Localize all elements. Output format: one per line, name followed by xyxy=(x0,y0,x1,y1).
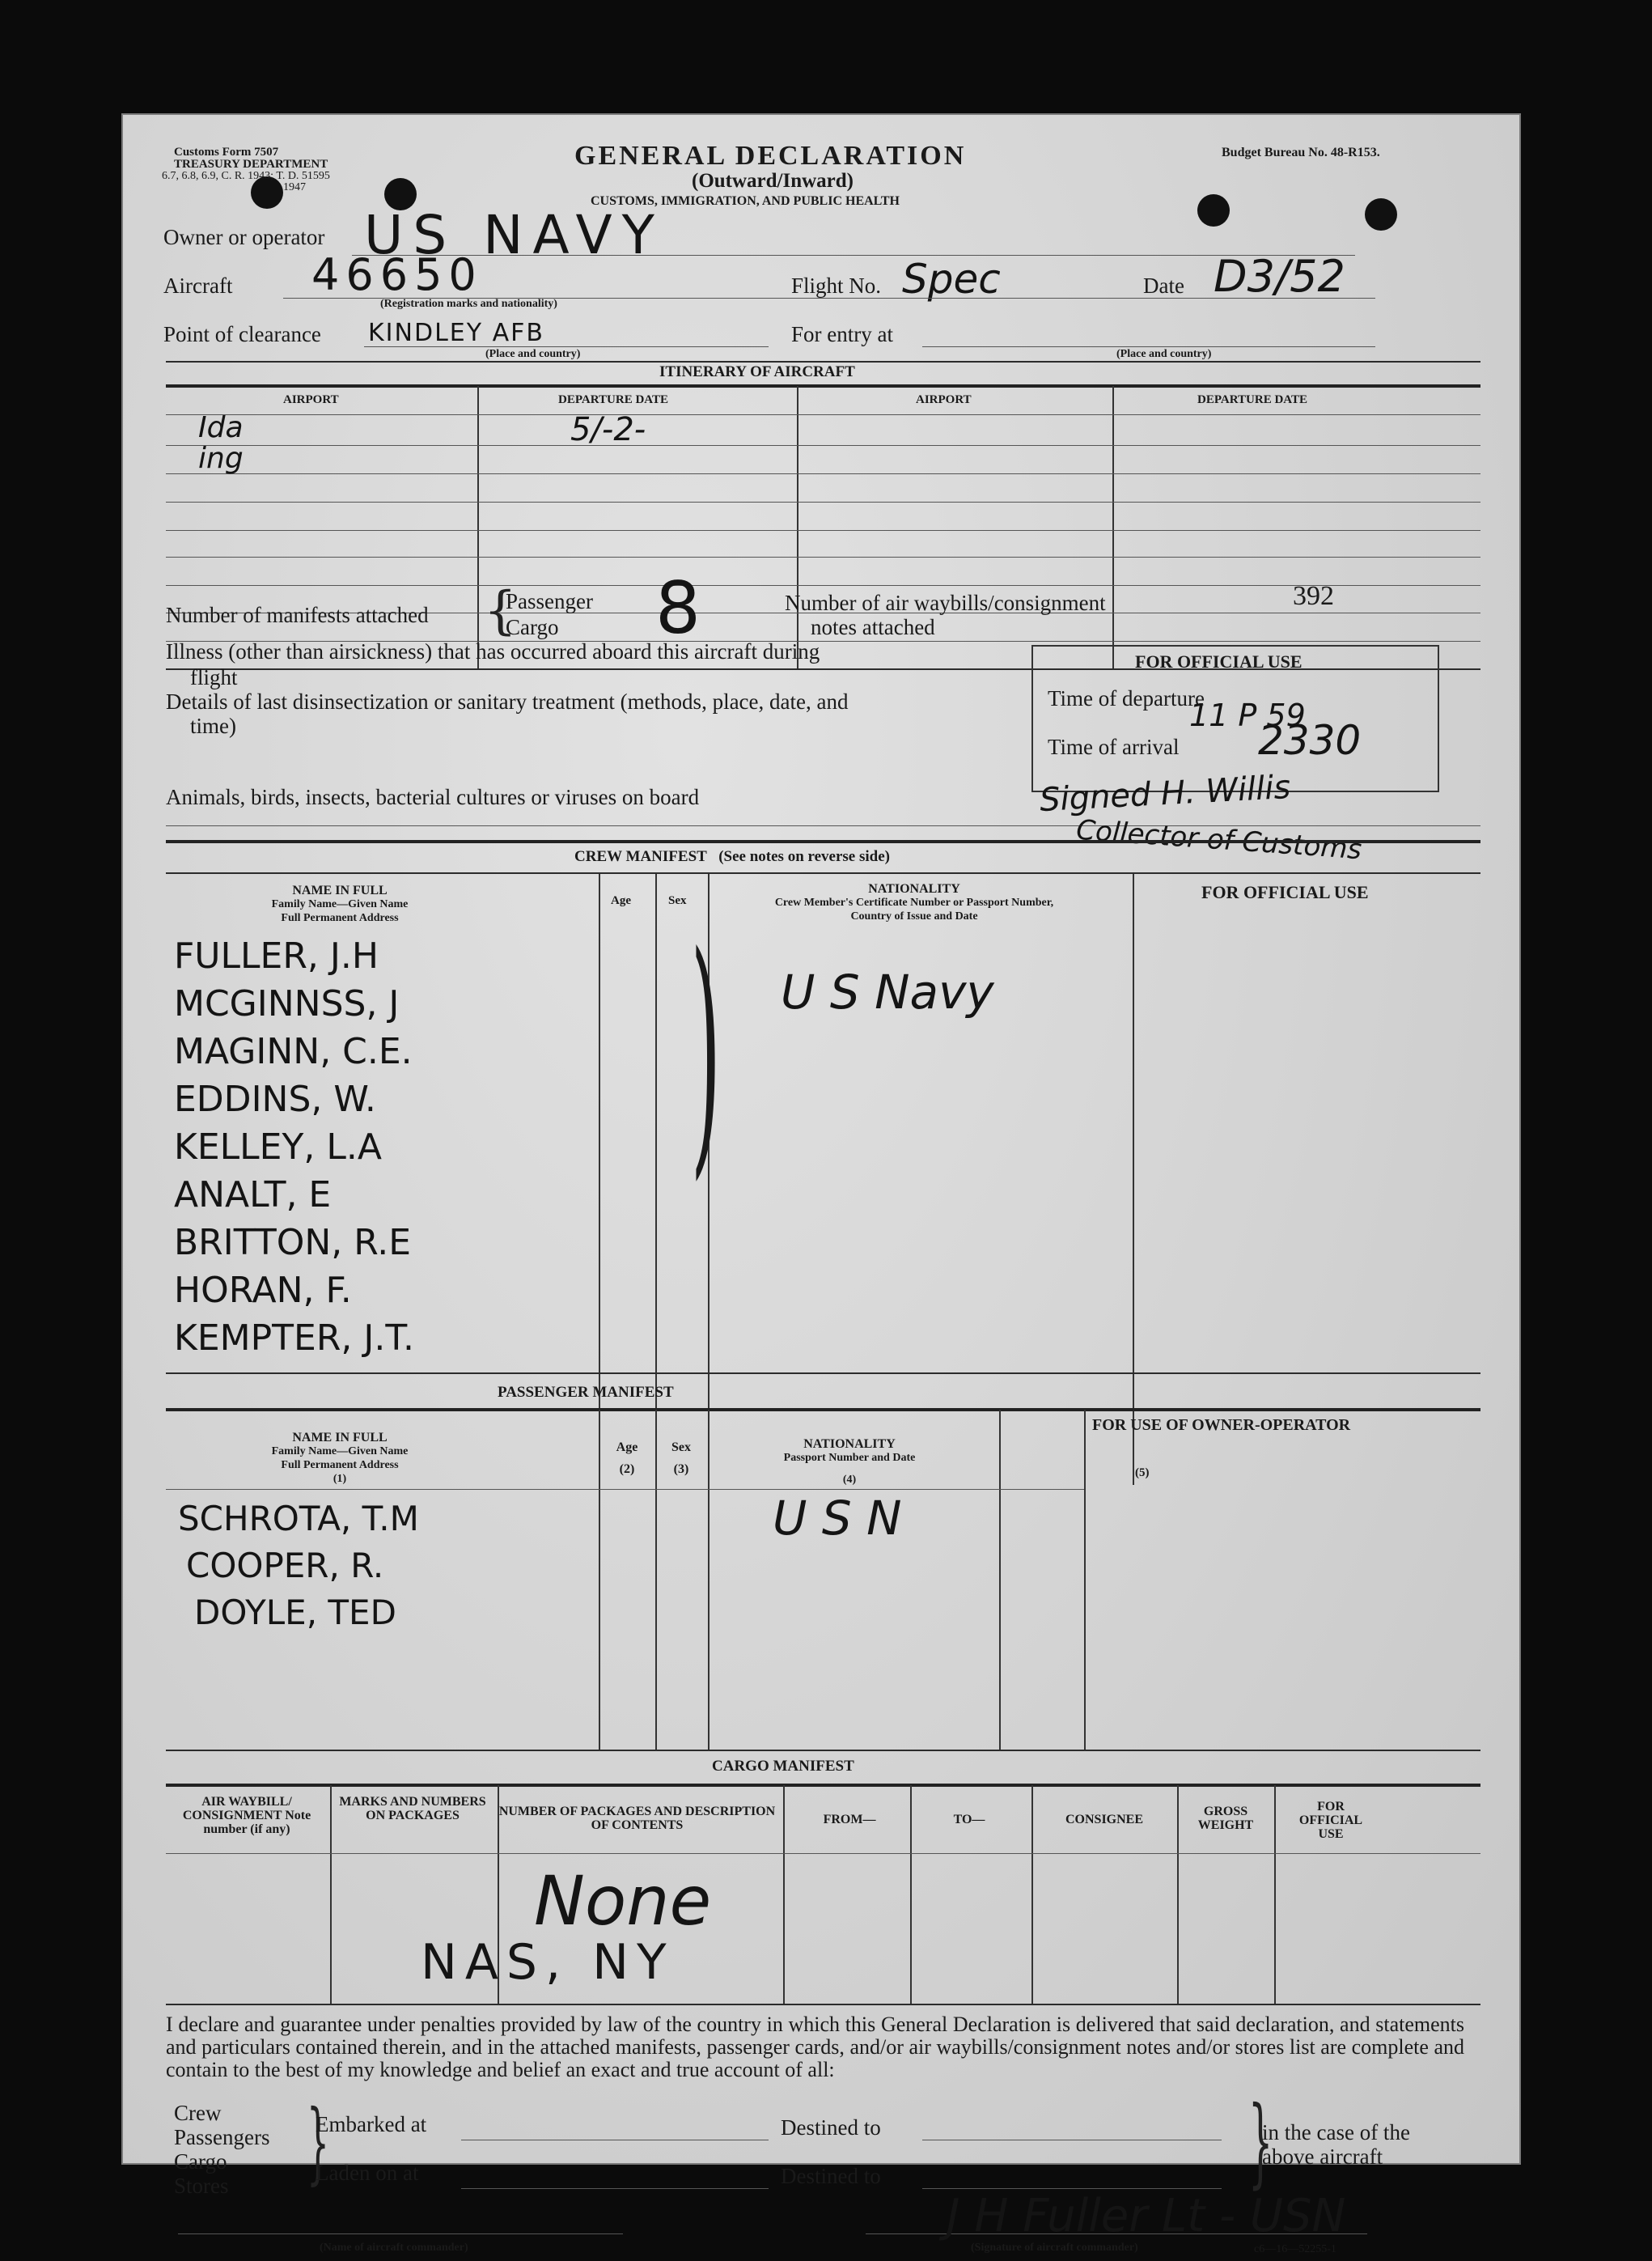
flight-value[interactable]: Spec xyxy=(902,256,1001,303)
date-value[interactable]: D3/52 xyxy=(1214,251,1345,302)
owner-value[interactable]: US NAVY xyxy=(364,204,664,266)
itinerary-divider-1 xyxy=(477,386,479,669)
passenger-divider-owner xyxy=(1084,1410,1086,1750)
crew-col-name-sub1: Family Name—Given Name xyxy=(271,898,409,910)
cargo-bottom-rule xyxy=(166,2004,1480,2005)
crew-col-nat-sub2: Country of Issue and Date xyxy=(850,910,978,923)
cargo-divider-3 xyxy=(783,1785,785,2004)
passenger-divider-age xyxy=(599,1410,600,1750)
itinerary-row-6 xyxy=(166,557,1480,558)
crew-member[interactable]: KEMPTER, J.T. xyxy=(174,1317,414,1359)
crew-member[interactable]: BRITTON, R.E xyxy=(174,1222,412,1263)
passenger-divider-5 xyxy=(999,1410,1001,1750)
stamp-number: 392 xyxy=(1293,581,1334,611)
crew-title-text: CREW MANIFEST xyxy=(574,848,707,865)
punch-hole-3 xyxy=(1197,194,1230,227)
animals-label: Animals, birds, insects, bacterial cultures or viruses on board xyxy=(166,785,700,809)
itinerary-row-3 xyxy=(166,473,1480,474)
cargo-top-rule xyxy=(166,1750,1480,1751)
declaration-item: Stores xyxy=(174,2174,229,2198)
crew-title xyxy=(574,848,890,866)
flight-label: Flight No. xyxy=(791,274,882,298)
passenger-divider-sex xyxy=(655,1410,657,1750)
cargo-col-packages: NUMBER OF PACKAGES AND DESCRIPTION OF CONTENTS xyxy=(498,1805,776,1832)
cargo-divider-7 xyxy=(1274,1785,1276,2004)
crew-col-age: Age xyxy=(611,894,631,907)
cargo-col-marks: MARKS AND NUMBERS ON PACKAGES xyxy=(339,1795,486,1822)
cargo-col-waybill: AIR WAYBILL/ CONSIGNMENT Note number (if any) xyxy=(182,1795,311,1836)
case-line-2: above aircraft xyxy=(1262,2144,1383,2169)
print-code: c6—16—52255-1 xyxy=(1254,2243,1336,2255)
itinerary-col-departure-2: DEPARTURE DATE xyxy=(1197,393,1308,406)
crew-member[interactable]: KELLEY, L.A xyxy=(174,1126,382,1168)
itinerary-airport-value[interactable]: Ida ing xyxy=(198,411,244,475)
itinerary-header-rule xyxy=(166,384,1480,388)
passenger-entry[interactable]: SCHROTA, T.M xyxy=(178,1499,419,1538)
itinerary-col-airport-2: AIRPORT xyxy=(916,393,972,406)
passenger-col-nationality xyxy=(736,1437,963,1487)
declaration-text: I declare and guarantee under penalties provided by law of the country in which this General Declaration is delivered that said declaration, and statements and particulars contained therein, and in the attached manifests, passenger cards, and/or air waybills/consignment notes and/or stores list are complete and contain to the best of my knowledge and belief an exact and true account of all: xyxy=(166,2013,1464,2081)
cargo-col-weight: GROSS WEIGHT xyxy=(1197,1805,1254,1832)
aircraft-line xyxy=(283,298,1375,299)
crew-col-nat-title: NATIONALITY xyxy=(868,882,960,896)
commander-name-label: (Name of aircraft commander) xyxy=(320,2242,468,2254)
passenger-col-sex xyxy=(657,1440,705,1476)
itinerary-row-1 xyxy=(166,414,1480,415)
crew-top-rule xyxy=(166,840,1480,843)
form-title: GENERAL DECLARATION xyxy=(574,141,967,171)
passenger-col-sex-num: (3) xyxy=(673,1462,689,1476)
crew-nationality-value[interactable]: U S Navy xyxy=(781,965,994,1020)
entry-note: (Place and country) xyxy=(1116,348,1212,360)
crew-col-name-title: NAME IN FULL xyxy=(292,884,388,897)
crew-official-use-title: FOR OFFICIAL USE xyxy=(1201,882,1369,902)
commander-name-line xyxy=(178,2233,623,2234)
passenger-col-nat-num: (4) xyxy=(842,1474,857,1486)
disinsect-label: Details of last disinsectization or sanitary treatment (methods, place, date, and xyxy=(166,689,849,714)
crew-member[interactable]: ANALT, E xyxy=(174,1174,332,1215)
collector-note: Collector of Customs xyxy=(1075,813,1363,867)
passenger-entry[interactable]: COOPER, R. xyxy=(186,1546,384,1585)
passenger-col-sex-title: Sex xyxy=(671,1440,691,1454)
itinerary-row-4 xyxy=(166,502,1480,503)
cargo-divider-4 xyxy=(910,1785,912,2004)
entry-line xyxy=(922,346,1375,347)
aircraft-note: (Registration marks and nationality) xyxy=(380,298,557,310)
disinsect-label-2: time) xyxy=(190,714,236,738)
aircraft-value[interactable]: 46650 xyxy=(311,249,483,300)
commander-signature: J H Fuller Lt - USN xyxy=(947,2190,1346,2242)
declaration-item: Cargo xyxy=(174,2149,227,2174)
itinerary-row-5 xyxy=(166,530,1480,531)
destined-label-1: Destined to xyxy=(781,2115,881,2140)
crew-col-name xyxy=(218,884,461,925)
form-articles: 6.7, 6.8, 6.9, C. R. 1943; T. D. 51595 xyxy=(162,170,330,182)
crew-title-note: (See notes on reverse side) xyxy=(718,848,890,865)
itinerary-row-7 xyxy=(166,585,1480,586)
manifests-brace: { xyxy=(484,581,517,641)
declaration-item: Crew xyxy=(174,2101,222,2125)
date-label: Date xyxy=(1143,274,1184,298)
cargo-header-rule xyxy=(166,1784,1480,1787)
passenger-divider-nat xyxy=(708,1410,710,1750)
treasury-department: TREASURY DEPARTMENT xyxy=(174,158,328,171)
crew-col-sex: Sex xyxy=(668,894,687,907)
itinerary-divider-2 xyxy=(797,386,798,669)
manifests-count-label: Number of manifests attached xyxy=(166,603,429,627)
embarked-label: Embarked at xyxy=(316,2112,427,2136)
destined-line-2 xyxy=(922,2188,1222,2189)
passenger-col-name-num: (1) xyxy=(333,1473,347,1485)
passenger-col-age-title: Age xyxy=(616,1440,638,1454)
declaration-brace-left: } xyxy=(307,2090,329,2194)
passenger-col-name xyxy=(218,1431,461,1486)
crew-col-name-sub2: Full Permanent Address xyxy=(281,912,399,924)
illness-label: Illness (other than airsickness) that has occurred aboard this aircraft during xyxy=(166,639,820,664)
form-subtitle: (Outward/Inward) xyxy=(692,170,854,192)
itinerary-col-departure-1: DEPARTURE DATE xyxy=(558,393,669,406)
crew-header-rule xyxy=(166,872,1480,874)
crew-member[interactable]: EDDINS, W. xyxy=(174,1079,376,1120)
crew-member[interactable]: FULLER, J.H xyxy=(174,935,379,977)
customs-form-number: Customs Form 7507 xyxy=(174,146,279,159)
cargo-col-official: FOR OFFICIAL USE xyxy=(1298,1800,1363,1841)
clearance-line xyxy=(364,346,769,347)
laden-line xyxy=(461,2188,769,2189)
crew-col-nat-sub1: Crew Member's Certificate Number or Passport Number, xyxy=(774,897,1054,909)
cargo-col-to: TO— xyxy=(953,1813,985,1826)
form-agencies: CUSTOMS, IMMIGRATION, AND PUBLIC HEALTH xyxy=(591,194,900,208)
passenger-header-rule xyxy=(166,1408,1480,1411)
passenger-nationality-value[interactable]: U S N xyxy=(773,1491,902,1546)
laden-label: Laden on at xyxy=(316,2161,419,2185)
passenger-col-name-sub2: Full Permanent Address xyxy=(281,1459,399,1471)
passenger-title: PASSENGER MANIFEST xyxy=(498,1384,674,1401)
commander-signature-label: (Signature of aircraft commander) xyxy=(971,2242,1138,2254)
departure-time-label: Time of departure xyxy=(1048,686,1205,711)
crew-member[interactable]: HORAN, F. xyxy=(174,1270,352,1311)
passenger-col-5: (5) xyxy=(1135,1466,1150,1479)
official-signed-note: Signed H. Willis xyxy=(1039,768,1292,820)
cargo-subheader-rule xyxy=(166,1853,1480,1854)
punch-hole-4 xyxy=(1365,198,1397,231)
cargo-divider-5 xyxy=(1031,1785,1033,2004)
manifests-count-value[interactable]: 8 xyxy=(655,566,701,650)
animals-line xyxy=(166,825,1480,826)
illness-label-2: flight xyxy=(190,665,238,689)
crew-ditto-brace: ) xyxy=(690,901,722,1203)
passenger-top-rule xyxy=(166,1372,1480,1374)
passenger-col-age-num: (2) xyxy=(619,1462,635,1476)
entry-label: For entry at xyxy=(791,322,893,346)
itinerary-row-2 xyxy=(166,445,1480,446)
cargo-title: CARGO MANIFEST xyxy=(712,1758,854,1775)
itinerary-col-airport-1: AIRPORT xyxy=(283,393,339,406)
itinerary-divider-3 xyxy=(1112,386,1114,669)
cargo-divider-6 xyxy=(1177,1785,1179,2004)
clearance-note: (Place and country) xyxy=(485,348,581,360)
form-year: 1947 xyxy=(283,181,306,193)
owner-operator-title: FOR USE OF OWNER-OPERATOR xyxy=(1092,1416,1351,1434)
declaration-paper xyxy=(121,113,1521,2255)
manifests-passenger-label: Passenger xyxy=(506,589,593,613)
declaration-brace-right: } xyxy=(1247,2086,1273,2199)
clearance-label: Point of clearance xyxy=(163,322,321,346)
owner-line xyxy=(352,255,1355,256)
passenger-col-name-sub1: Family Name—Given Name xyxy=(271,1445,409,1457)
crew-member[interactable]: MCGINNSS, J xyxy=(174,983,400,1024)
waybills-label-2: notes attached xyxy=(811,615,935,639)
budget-bureau: Budget Bureau No. 48-R153. xyxy=(1222,146,1380,159)
destined-label-2: Destined to xyxy=(781,2164,881,2188)
passenger-col-nat-sub: Passport Number and Date xyxy=(783,1452,916,1464)
waybills-label: Number of air waybills/consignment xyxy=(785,591,1106,615)
cargo-col-consignee: CONSIGNEE xyxy=(1065,1813,1144,1826)
arrival-time-value[interactable]: 2330 xyxy=(1258,717,1362,764)
itinerary-title: ITINERARY OF AIRCRAFT xyxy=(659,363,855,380)
passenger-col-nat-title: NATIONALITY xyxy=(803,1437,896,1451)
clearance-value[interactable]: KINDLEY AFB xyxy=(368,319,544,347)
aircraft-label: Aircraft xyxy=(163,274,233,298)
official-use-title: FOR OFFICIAL USE xyxy=(1135,651,1303,672)
cargo-divider-1 xyxy=(330,1785,332,2004)
crew-member[interactable]: MAGINN, C.E. xyxy=(174,1031,413,1072)
manifests-cargo-label: Cargo xyxy=(506,615,559,639)
case-line-1: in the case of the xyxy=(1262,2120,1410,2144)
itinerary-top-rule xyxy=(166,361,1480,363)
passenger-col-name-title: NAME IN FULL xyxy=(292,1431,388,1444)
passenger-subheader-rule xyxy=(166,1489,1084,1490)
official-handwritten-note: 11 P 59 xyxy=(1189,698,1306,733)
declaration-item: Passengers xyxy=(174,2125,270,2149)
cargo-destination[interactable]: NAS, NY xyxy=(421,1934,675,1991)
owner-label: Owner or operator xyxy=(163,225,325,249)
cargo-value[interactable]: None xyxy=(534,1861,712,1941)
crew-divider-official xyxy=(1133,874,1134,1485)
passenger-col-age xyxy=(603,1440,651,1476)
arrival-time-label: Time of arrival xyxy=(1048,735,1180,759)
cargo-col-from: FROM— xyxy=(823,1813,876,1826)
itinerary-departure-value[interactable]: 5/-2- xyxy=(570,411,646,448)
passenger-entry[interactable]: DOYLE, TED xyxy=(194,1593,396,1632)
crew-col-nationality xyxy=(712,882,1116,923)
